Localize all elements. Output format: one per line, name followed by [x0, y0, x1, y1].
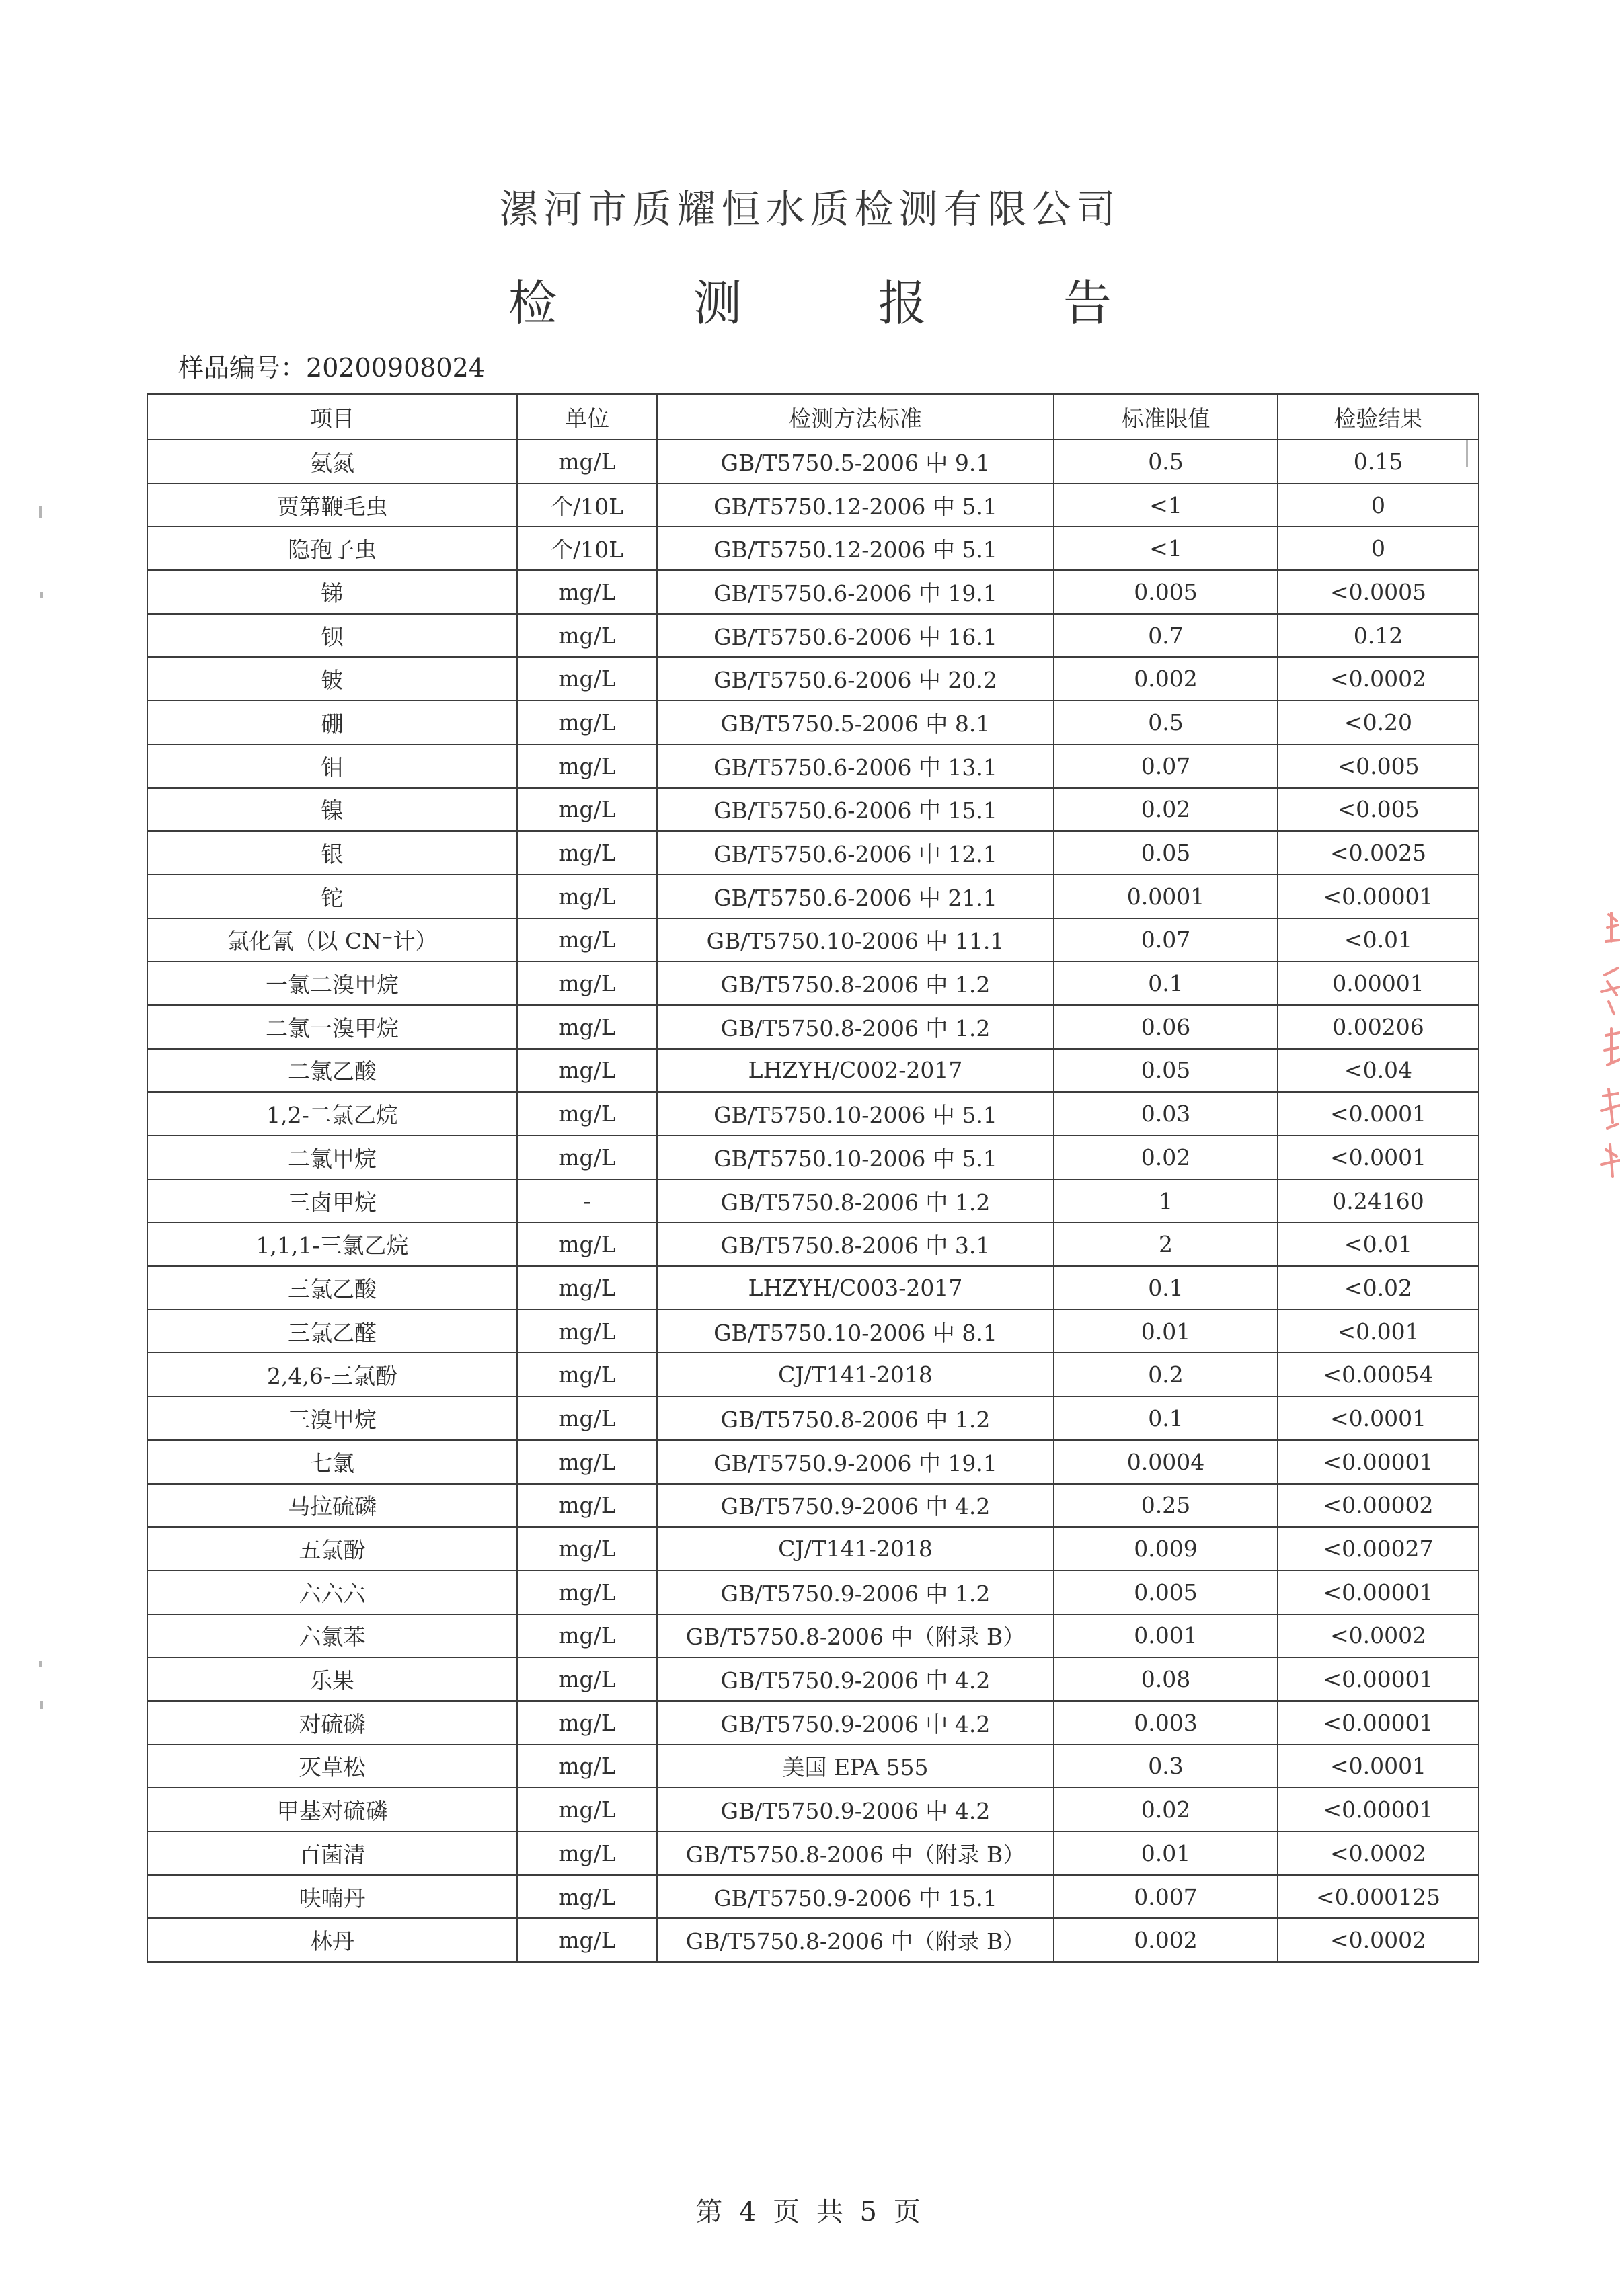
- item-cell: 七氯: [147, 1440, 517, 1484]
- table-row: [147, 1875, 1479, 1919]
- unit-cell: mg/L: [517, 918, 657, 962]
- table-row: [147, 1005, 1479, 1049]
- sample-number-label: 样品编号：: [178, 353, 307, 383]
- method-cell: GB/T5750.9-2006 中 4.2: [657, 1657, 1054, 1701]
- header-limit: 标准限值: [1054, 394, 1278, 440]
- result-cell: <0.0001: [1278, 1396, 1479, 1440]
- result-cell: 0: [1278, 483, 1479, 527]
- unit-cell: mg/L: [517, 1484, 657, 1528]
- unit-cell: mg/L: [517, 570, 657, 614]
- table-row: [147, 1440, 1479, 1484]
- result-cell: <0.0001: [1278, 1136, 1479, 1179]
- result-cell: <0.0002: [1278, 657, 1479, 701]
- item-cell: 二氯乙酸: [147, 1049, 517, 1093]
- item-cell: 对硫磷: [147, 1701, 517, 1745]
- method-cell: GB/T5750.9-2006 中 4.2: [657, 1701, 1054, 1745]
- limit-cell: 0.002: [1054, 657, 1278, 701]
- table-row: [147, 1831, 1479, 1875]
- method-cell: GB/T5750.8-2006 中 1.2: [657, 1396, 1054, 1440]
- table-row: [147, 875, 1479, 918]
- method-cell: GB/T5750.5-2006 中 8.1: [657, 701, 1054, 744]
- result-cell: 0: [1278, 526, 1479, 570]
- item-cell: 六氯苯: [147, 1614, 517, 1658]
- limit-cell: 0.06: [1054, 1005, 1278, 1049]
- method-cell: GB/T5750.10-2006 中 11.1: [657, 918, 1054, 962]
- scan-mark: [40, 592, 43, 598]
- table-header-row: [147, 394, 1479, 440]
- method-cell: GB/T5750.6-2006 中 15.1: [657, 788, 1054, 832]
- header-item: 项目: [147, 394, 517, 440]
- scan-mark: [40, 1701, 43, 1709]
- method-cell: GB/T5750.5-2006 中 9.1: [657, 440, 1054, 483]
- limit-cell: 0.0001: [1054, 875, 1278, 918]
- result-cell: <0.0005: [1278, 570, 1479, 614]
- table-row: [147, 526, 1479, 570]
- item-cell: 银: [147, 831, 517, 875]
- item-cell: 百菌清: [147, 1831, 517, 1875]
- red-seal-fragment: [1582, 901, 1620, 1183]
- limit-cell: 0.5: [1054, 701, 1278, 744]
- table-row: [147, 1745, 1479, 1788]
- table-row: [147, 1571, 1479, 1614]
- method-cell: GB/T5750.8-2006 中（附录 B）: [657, 1918, 1054, 1962]
- method-cell: GB/T5750.9-2006 中 1.2: [657, 1571, 1054, 1614]
- table-row: [147, 1701, 1479, 1745]
- method-cell: GB/T5750.8-2006 中 1.2: [657, 1179, 1054, 1223]
- result-cell: <0.000125: [1278, 1875, 1479, 1919]
- sample-number-value: 20200908024: [306, 353, 485, 383]
- limit-cell: 0.1: [1054, 1396, 1278, 1440]
- limit-cell: 0.007: [1054, 1875, 1278, 1919]
- table-row: [147, 1614, 1479, 1658]
- item-cell: 三溴甲烷: [147, 1396, 517, 1440]
- result-cell: <0.02: [1278, 1266, 1479, 1310]
- item-cell: 氨氮: [147, 440, 517, 483]
- unit-cell: -: [517, 1179, 657, 1223]
- table-row: [147, 1527, 1479, 1571]
- unit-cell: mg/L: [517, 1527, 657, 1571]
- item-cell: 乐果: [147, 1657, 517, 1701]
- header-method: 检测方法标准: [657, 394, 1054, 440]
- table-row: [147, 1310, 1479, 1353]
- method-cell: GB/T5750.8-2006 中 1.2: [657, 961, 1054, 1005]
- item-cell: 隐孢子虫: [147, 526, 517, 570]
- result-cell: <0.20: [1278, 701, 1479, 744]
- item-cell: 1,2-二氯乙烷: [147, 1092, 517, 1136]
- table-row: [147, 483, 1479, 527]
- result-cell: <0.00001: [1278, 1788, 1479, 1831]
- unit-cell: mg/L: [517, 701, 657, 744]
- unit-cell: mg/L: [517, 1788, 657, 1831]
- results-table: [147, 393, 1479, 1963]
- unit-cell: mg/L: [517, 1136, 657, 1179]
- unit-cell: mg/L: [517, 1745, 657, 1788]
- table-row: [147, 1918, 1479, 1962]
- item-cell: 二氯甲烷: [147, 1136, 517, 1179]
- limit-cell: 0.001: [1054, 1614, 1278, 1658]
- limit-cell: 0.1: [1054, 1266, 1278, 1310]
- result-cell: <0.01: [1278, 918, 1479, 962]
- unit-cell: mg/L: [517, 961, 657, 1005]
- table-row: [147, 788, 1479, 832]
- method-cell: LHZYH/C002-2017: [657, 1049, 1054, 1093]
- unit-cell: 个/10L: [517, 483, 657, 527]
- unit-cell: mg/L: [517, 614, 657, 658]
- method-cell: GB/T5750.6-2006 中 21.1: [657, 875, 1054, 918]
- limit-cell: 0.05: [1054, 831, 1278, 875]
- method-cell: GB/T5750.9-2006 中 4.2: [657, 1484, 1054, 1528]
- result-cell: <0.0002: [1278, 1614, 1479, 1658]
- table-row: [147, 701, 1479, 744]
- limit-cell: <1: [1054, 483, 1278, 527]
- result-cell: <0.005: [1278, 788, 1479, 832]
- unit-cell: mg/L: [517, 1005, 657, 1049]
- unit-cell: mg/L: [517, 440, 657, 483]
- item-cell: 2,4,6-三氯酚: [147, 1353, 517, 1396]
- unit-cell: mg/L: [517, 1701, 657, 1745]
- limit-cell: 0.2: [1054, 1353, 1278, 1396]
- result-cell: <0.00054: [1278, 1353, 1479, 1396]
- limit-cell: 0.005: [1054, 1571, 1278, 1614]
- table-row: [147, 1657, 1479, 1701]
- table-row: [147, 1092, 1479, 1136]
- method-cell: GB/T5750.8-2006 中 1.2: [657, 1005, 1054, 1049]
- item-cell: 五氯酚: [147, 1527, 517, 1571]
- method-cell: GB/T5750.9-2006 中 15.1: [657, 1875, 1054, 1919]
- method-cell: 美国 EPA 555: [657, 1745, 1054, 1788]
- result-cell: <0.0025: [1278, 831, 1479, 875]
- unit-cell: mg/L: [517, 831, 657, 875]
- header-unit: 单位: [517, 394, 657, 440]
- table-row: [147, 961, 1479, 1005]
- item-cell: 二氯一溴甲烷: [147, 1005, 517, 1049]
- result-cell: <0.04: [1278, 1049, 1479, 1093]
- item-cell: 甲基对硫磷: [147, 1788, 517, 1831]
- method-cell: GB/T5750.8-2006 中 3.1: [657, 1222, 1054, 1266]
- item-cell: 六六六: [147, 1571, 517, 1614]
- unit-cell: mg/L: [517, 1918, 657, 1962]
- table-row: [147, 1396, 1479, 1440]
- result-cell: 0.12: [1278, 614, 1479, 658]
- limit-cell: 0.003: [1054, 1701, 1278, 1745]
- result-cell: <0.005: [1278, 744, 1479, 788]
- item-cell: 硼: [147, 701, 517, 744]
- unit-cell: mg/L: [517, 1657, 657, 1701]
- method-cell: GB/T5750.6-2006 中 13.1: [657, 744, 1054, 788]
- result-cell: <0.0002: [1278, 1918, 1479, 1962]
- unit-cell: mg/L: [517, 1571, 657, 1614]
- item-cell: 林丹: [147, 1918, 517, 1962]
- result-cell: <0.0001: [1278, 1745, 1479, 1788]
- unit-cell: mg/L: [517, 788, 657, 832]
- unit-cell: mg/L: [517, 1396, 657, 1440]
- result-cell: <0.00001: [1278, 1440, 1479, 1484]
- result-cell: <0.00001: [1278, 1701, 1479, 1745]
- table-row: [147, 570, 1479, 614]
- unit-cell: mg/L: [517, 1614, 657, 1658]
- table-row: [147, 744, 1479, 788]
- report-title: 检 测 报 告: [508, 275, 1172, 331]
- company-name: 漯河市质耀恒水质检测有限公司: [499, 186, 1121, 232]
- method-cell: GB/T5750.6-2006 中 19.1: [657, 570, 1054, 614]
- limit-cell: 2: [1054, 1222, 1278, 1266]
- result-cell: <0.00027: [1278, 1527, 1479, 1571]
- table-row: [147, 1179, 1479, 1223]
- limit-cell: 0.25: [1054, 1484, 1278, 1528]
- table-body: [147, 440, 1479, 1962]
- limit-cell: 0.002: [1054, 1918, 1278, 1962]
- method-cell: LHZYH/C003-2017: [657, 1266, 1054, 1310]
- page-number: 第 4 页 共 5 页: [695, 2196, 925, 2227]
- limit-cell: 0.01: [1054, 1831, 1278, 1875]
- result-cell: <0.0002: [1278, 1831, 1479, 1875]
- table-row: [147, 1353, 1479, 1396]
- item-cell: 三氯乙酸: [147, 1266, 517, 1310]
- result-cell: 0.00206: [1278, 1005, 1479, 1049]
- result-cell: <0.01: [1278, 1222, 1479, 1266]
- method-cell: GB/T5750.6-2006 中 12.1: [657, 831, 1054, 875]
- limit-cell: 0.7: [1054, 614, 1278, 658]
- item-cell: 锑: [147, 570, 517, 614]
- limit-cell: 0.08: [1054, 1657, 1278, 1701]
- unit-cell: mg/L: [517, 657, 657, 701]
- unit-cell: mg/L: [517, 1310, 657, 1353]
- item-cell: 铊: [147, 875, 517, 918]
- method-cell: GB/T5750.12-2006 中 5.1: [657, 483, 1054, 527]
- table-row: [147, 918, 1479, 962]
- result-cell: 0.24160: [1278, 1179, 1479, 1223]
- unit-cell: mg/L: [517, 1092, 657, 1136]
- header-result: 检验结果: [1278, 394, 1479, 440]
- method-cell: CJ/T141-2018: [657, 1527, 1054, 1571]
- result-cell: 0.15: [1278, 440, 1479, 483]
- scan-mark: [39, 1661, 42, 1667]
- unit-cell: mg/L: [517, 1440, 657, 1484]
- item-cell: 三氯乙醛: [147, 1310, 517, 1353]
- table-row: [147, 440, 1479, 483]
- method-cell: GB/T5750.10-2006 中 5.1: [657, 1136, 1054, 1179]
- limit-cell: 0.3: [1054, 1745, 1278, 1788]
- item-cell: 马拉硫磷: [147, 1484, 517, 1528]
- method-cell: GB/T5750.9-2006 中 19.1: [657, 1440, 1054, 1484]
- table-row: [147, 1266, 1479, 1310]
- method-cell: GB/T5750.6-2006 中 20.2: [657, 657, 1054, 701]
- limit-cell: 0.01: [1054, 1310, 1278, 1353]
- unit-cell: mg/L: [517, 1353, 657, 1396]
- unit-cell: mg/L: [517, 1049, 657, 1093]
- method-cell: GB/T5750.8-2006 中（附录 B）: [657, 1614, 1054, 1658]
- method-cell: GB/T5750.10-2006 中 5.1: [657, 1092, 1054, 1136]
- unit-cell: mg/L: [517, 1266, 657, 1310]
- table-row: [147, 831, 1479, 875]
- result-cell: <0.00001: [1278, 1571, 1479, 1614]
- unit-cell: mg/L: [517, 875, 657, 918]
- method-cell: CJ/T141-2018: [657, 1353, 1054, 1396]
- result-cell: <0.00001: [1278, 875, 1479, 918]
- item-cell: 1,1,1-三氯乙烷: [147, 1222, 517, 1266]
- limit-cell: 0.02: [1054, 788, 1278, 832]
- item-cell: 钡: [147, 614, 517, 658]
- table-row: [147, 657, 1479, 701]
- limit-cell: 0.0004: [1054, 1440, 1278, 1484]
- table-row: [147, 1222, 1479, 1266]
- method-cell: GB/T5750.12-2006 中 5.1: [657, 526, 1054, 570]
- item-cell: 三卤甲烷: [147, 1179, 517, 1223]
- limit-cell: 0.005: [1054, 570, 1278, 614]
- table-row: [147, 1136, 1479, 1179]
- scan-mark: [1466, 440, 1468, 467]
- method-cell: GB/T5750.9-2006 中 4.2: [657, 1788, 1054, 1831]
- limit-cell: 0.03: [1054, 1092, 1278, 1136]
- item-cell: 一氯二溴甲烷: [147, 961, 517, 1005]
- limit-cell: 0.05: [1054, 1049, 1278, 1093]
- limit-cell: <1: [1054, 526, 1278, 570]
- item-cell: 铍: [147, 657, 517, 701]
- method-cell: GB/T5750.8-2006 中（附录 B）: [657, 1831, 1054, 1875]
- unit-cell: 个/10L: [517, 526, 657, 570]
- limit-cell: 0.07: [1054, 918, 1278, 962]
- unit-cell: mg/L: [517, 1831, 657, 1875]
- limit-cell: 0.1: [1054, 961, 1278, 1005]
- result-cell: <0.00002: [1278, 1484, 1479, 1528]
- unit-cell: mg/L: [517, 1875, 657, 1919]
- method-cell: GB/T5750.10-2006 中 8.1: [657, 1310, 1054, 1353]
- method-cell: GB/T5750.6-2006 中 16.1: [657, 614, 1054, 658]
- item-cell: 贾第鞭毛虫: [147, 483, 517, 527]
- sample-number: [178, 355, 485, 381]
- item-cell: 灭草松: [147, 1745, 517, 1788]
- limit-cell: 0.5: [1054, 440, 1278, 483]
- result-cell: <0.00001: [1278, 1657, 1479, 1701]
- limit-cell: 0.02: [1054, 1136, 1278, 1179]
- unit-cell: mg/L: [517, 1222, 657, 1266]
- table-row: [147, 1049, 1479, 1093]
- limit-cell: 0.07: [1054, 744, 1278, 788]
- result-cell: <0.0001: [1278, 1092, 1479, 1136]
- result-cell: <0.001: [1278, 1310, 1479, 1353]
- item-cell: 呋喃丹: [147, 1875, 517, 1919]
- item-cell: 氯化氰（以 CN⁻计）: [147, 918, 517, 962]
- limit-cell: 0.02: [1054, 1788, 1278, 1831]
- scan-mark: [39, 506, 42, 518]
- limit-cell: 0.009: [1054, 1527, 1278, 1571]
- table-row: [147, 1484, 1479, 1528]
- item-cell: 钼: [147, 744, 517, 788]
- result-cell: 0.00001: [1278, 961, 1479, 1005]
- limit-cell: 1: [1054, 1179, 1278, 1223]
- table-row: [147, 1788, 1479, 1831]
- item-cell: 镍: [147, 788, 517, 832]
- unit-cell: mg/L: [517, 744, 657, 788]
- table-row: [147, 614, 1479, 658]
